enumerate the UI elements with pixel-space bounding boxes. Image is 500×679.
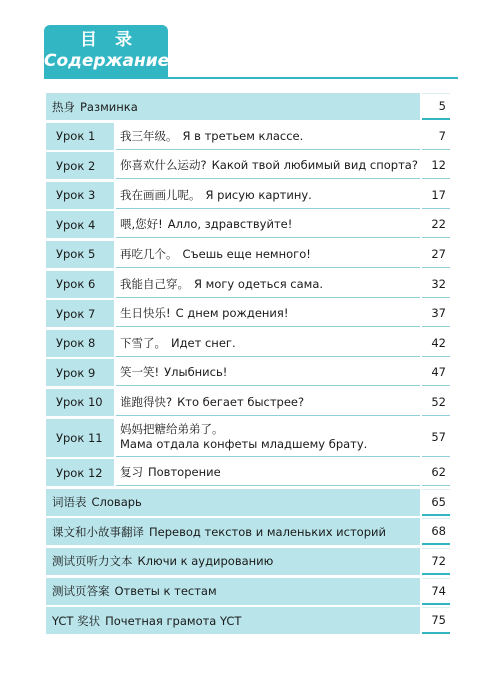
entry-title-chinese: 我在画画儿呢。 (120, 187, 201, 202)
table-of-contents (46, 93, 450, 637)
contents-header (44, 25, 168, 77)
entry-title-russian: Перевод текстов и маленьких историй (149, 524, 386, 539)
toc-row-lesson-11[interactable] (46, 419, 450, 457)
page-number: 42 (422, 330, 450, 357)
page-number: 62 (422, 459, 450, 486)
entry-title-chinese: 你喜欢什么运动? (120, 158, 207, 173)
header-divider (44, 77, 458, 79)
toc-entry-title (46, 607, 420, 634)
entry-title-russian: Ответы к тестам (114, 584, 217, 598)
page-number: 7 (422, 123, 450, 150)
toc-row-lesson-10[interactable] (46, 389, 450, 416)
page-number: 57 (422, 419, 450, 457)
lesson-label: Урок 3 (46, 182, 114, 209)
toc-row-lesson-6[interactable] (46, 271, 450, 298)
toc-row-vocabulary[interactable] (46, 489, 450, 516)
entry-title-chinese: 谁跑得快? (120, 394, 173, 409)
toc-row-lesson-4[interactable] (46, 211, 450, 238)
entry-title-chinese: 下雪了。 (120, 335, 166, 350)
entry-title-chinese: 测试页答案 (52, 584, 110, 598)
entry-title-russian: Я рисую картину. (205, 187, 312, 202)
lesson-label: Урок 10 (46, 389, 114, 416)
lesson-label: Урок 4 (46, 211, 114, 238)
lesson-label: Урок 2 (46, 152, 114, 179)
toc-entry-title (116, 330, 420, 357)
entry-title-russian: Алло, здравствуйте! (167, 217, 293, 232)
entry-title-russian: Разминка (80, 99, 138, 114)
entry-title-russian: С днем рождения! (175, 306, 289, 321)
toc-entry-title (116, 152, 420, 179)
toc-entry-title (116, 271, 420, 298)
entry-title-russian: Идет снег. (171, 335, 236, 350)
toc-row-lesson-7[interactable] (46, 300, 450, 327)
toc-entry-title (116, 241, 420, 268)
toc-entry-title (116, 459, 420, 486)
toc-entry-title (116, 123, 420, 150)
toc-entry-title (116, 182, 420, 209)
toc-entry-title (116, 359, 420, 386)
entry-title-chinese: 复习 (120, 465, 143, 480)
toc-row-translations[interactable] (46, 518, 450, 545)
toc-row-lesson-1[interactable] (46, 123, 450, 150)
entry-title-russian: Словарь (91, 495, 142, 510)
toc-row-lesson-9[interactable] (46, 359, 450, 386)
toc-entry-title (46, 489, 420, 516)
lesson-label: Урок 9 (46, 359, 114, 386)
page-number: 72 (422, 548, 450, 575)
contents-title-chinese: 目 录 (80, 30, 138, 50)
toc-entry-title (116, 389, 420, 416)
entry-title-chinese: 测试页听力文本 (52, 554, 133, 569)
entry-title-chinese: 再吃几个。 (120, 246, 178, 261)
entry-title-chinese: 课文和小故事翻译 (52, 524, 144, 539)
toc-entry-title (46, 93, 420, 120)
toc-entry-title (46, 518, 420, 545)
page-number: 12 (422, 152, 450, 179)
entry-title-russian: Ключи к аудированию (137, 554, 274, 569)
page-number: 22 (422, 211, 450, 238)
page-number: 37 (422, 300, 450, 327)
entry-title-chinese: 我三年级。 (120, 128, 178, 143)
page-number: 75 (422, 607, 450, 634)
entry-title-russian: Какой твой любимый вид спорта? (211, 158, 418, 173)
page-number: 17 (422, 182, 450, 209)
toc-row-lesson-5[interactable] (46, 241, 450, 268)
page-number: 27 (422, 241, 450, 268)
entry-title-chinese: YCT 奖状 (52, 613, 101, 628)
toc-row-listening-keys[interactable] (46, 548, 450, 575)
lesson-label: Урок 6 (46, 271, 114, 298)
entry-title-chinese: 生日快乐! (120, 306, 171, 321)
toc-entry-title (46, 578, 420, 605)
entry-title-russian: Я могу одеться сама. (194, 276, 324, 291)
entry-title-chinese: 我能自己穿。 (120, 276, 189, 291)
page-number: 68 (422, 518, 450, 545)
page-number: 52 (422, 389, 450, 416)
toc-entry-title (116, 419, 420, 457)
toc-row-lesson-12[interactable] (46, 459, 450, 486)
toc-entry-title (116, 211, 420, 238)
entry-title-chinese: 热身 (52, 99, 75, 114)
entry-title-russian: Мама отдала конфеты младшему брату. (120, 437, 368, 452)
toc-row-lesson-2[interactable] (46, 152, 450, 179)
toc-row-test-answers[interactable] (46, 578, 450, 605)
page-number: 5 (422, 93, 450, 120)
entry-title-chinese: 笑一笑! (120, 365, 160, 380)
toc-entry-title (46, 548, 420, 575)
entry-title-russian: Повторение (148, 465, 221, 480)
entry-title-russian: Кто бегает быстрее? (177, 394, 305, 409)
page-number: 65 (422, 489, 450, 516)
toc-row-lesson-8[interactable] (46, 330, 450, 357)
page-number: 32 (422, 271, 450, 298)
entry-title-russian: Улыбнись! (164, 365, 228, 380)
page-number: 74 (422, 578, 450, 605)
lesson-label: Урок 12 (46, 459, 114, 486)
lesson-label: Урок 7 (46, 300, 114, 327)
lesson-label: Урок 5 (46, 241, 114, 268)
entry-title-russian: Съешь еще немного! (182, 246, 311, 261)
entry-title-russian: Почетная грамота YCT (105, 613, 242, 628)
toc-entry-title (116, 300, 420, 327)
lesson-label: Урок 8 (46, 330, 114, 357)
lesson-label: Урок 11 (46, 419, 114, 457)
toc-row-lesson-3[interactable] (46, 182, 450, 209)
toc-row-yct-certificate[interactable] (46, 607, 450, 634)
contents-title-russian: Содержание (44, 51, 170, 71)
toc-row-warmup[interactable] (46, 93, 450, 120)
lesson-label: Урок 1 (46, 123, 114, 150)
entry-title-chinese: 妈妈把糖给弟弟了。 (120, 422, 224, 437)
entry-title-chinese: 词语表 (52, 495, 87, 510)
entry-title-russian: Я в третьем классе. (182, 128, 304, 143)
entry-title-chinese: 喂,您好! (120, 217, 163, 232)
page-number: 47 (422, 359, 450, 386)
